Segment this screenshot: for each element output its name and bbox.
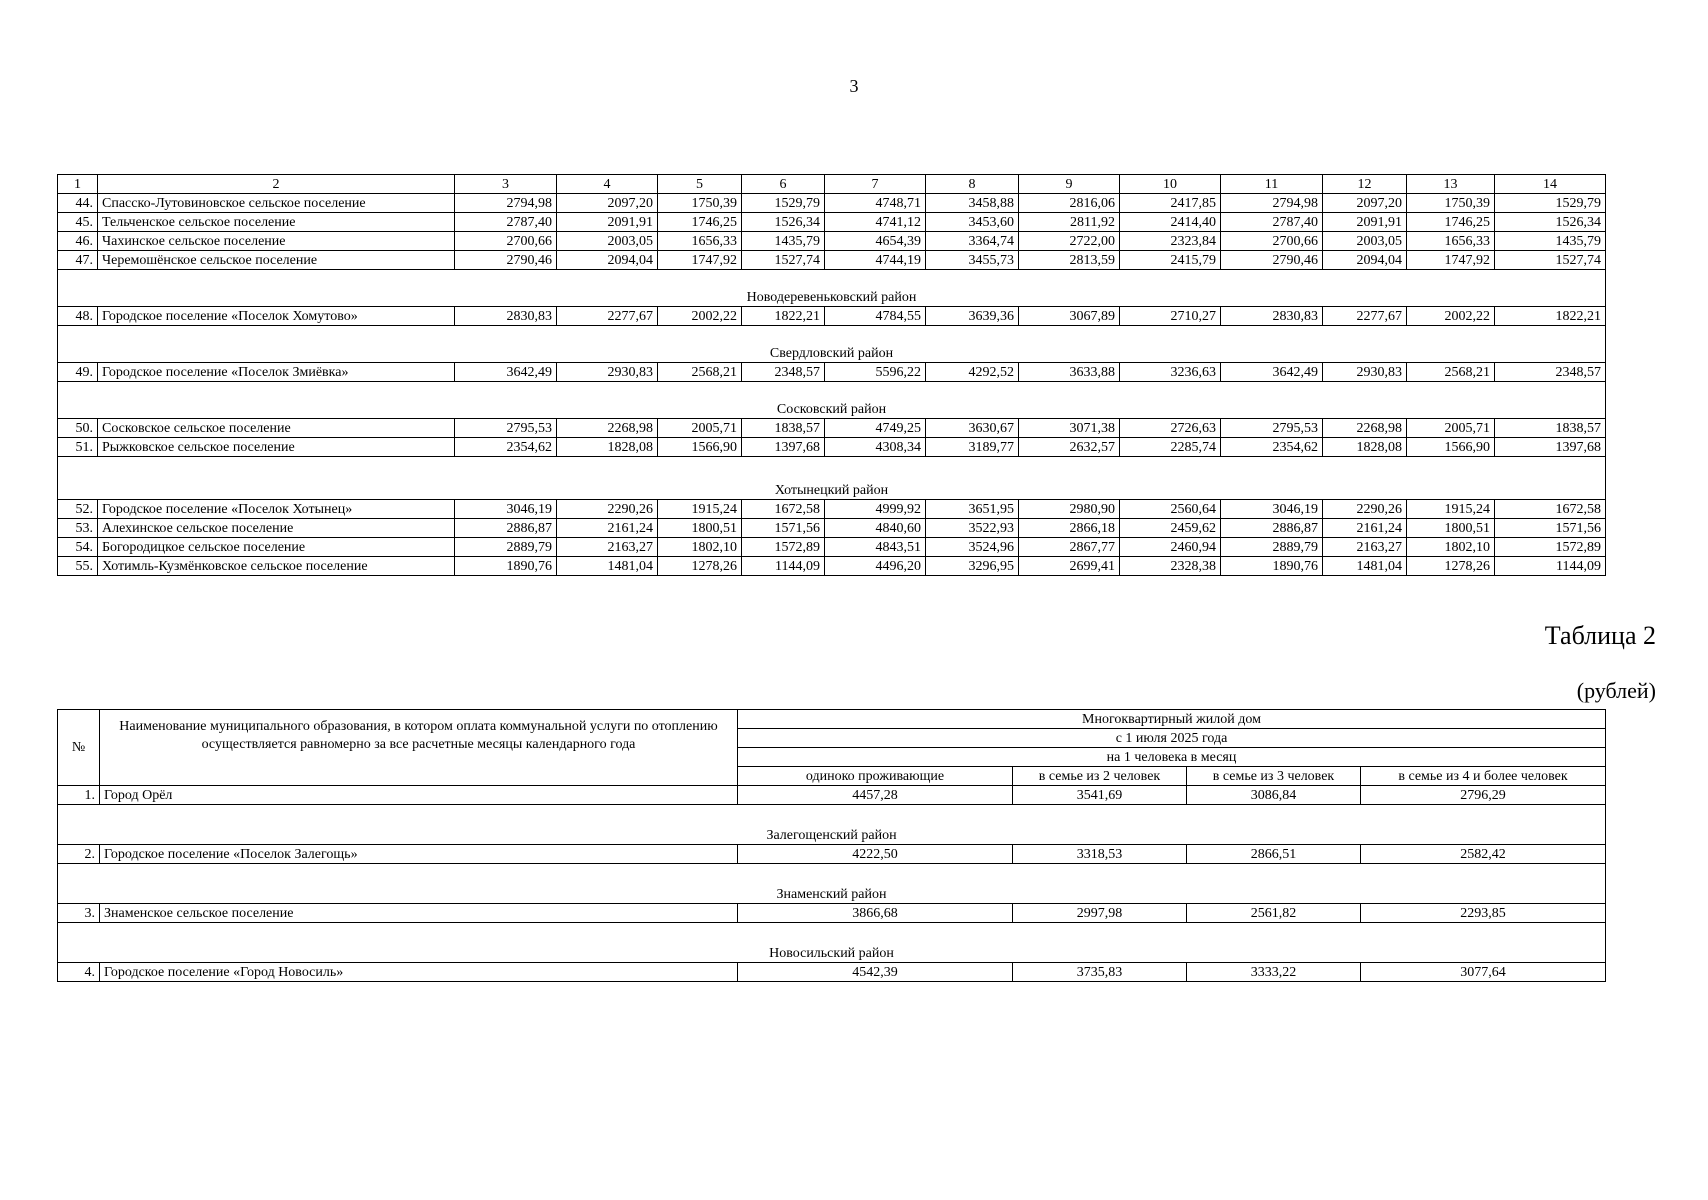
tariff-value: 3642,49 — [1221, 363, 1323, 382]
tariff-value: 2277,67 — [1323, 307, 1407, 326]
municipality-name: Тельченское сельское поселение — [98, 213, 455, 232]
region-header-row — [58, 326, 1606, 363]
tariff-value: 2568,21 — [658, 363, 742, 382]
row-number: 48. — [58, 307, 98, 326]
tariff-value: 2560,64 — [1120, 500, 1221, 519]
tariff-value: 1571,56 — [1495, 519, 1606, 538]
municipality-name: Богородицкое сельское поселение — [98, 538, 455, 557]
tariff-value: 1144,09 — [742, 557, 825, 576]
tariff-value: 1822,21 — [1495, 307, 1606, 326]
tariff-value: 4999,92 — [825, 500, 926, 519]
tariff-value: 3458,88 — [926, 194, 1019, 213]
region-name: Знаменский район — [58, 864, 1606, 904]
table-row — [58, 438, 1606, 457]
row-number: 3. — [58, 904, 100, 923]
tariff-value: 1527,74 — [742, 251, 825, 270]
tariff-value: 4542,39 — [738, 963, 1013, 982]
page-number: 3 — [849, 76, 859, 96]
tariff-value: 4748,71 — [825, 194, 926, 213]
tariff-value: 1890,76 — [455, 557, 557, 576]
table-row — [58, 963, 1606, 982]
tariff-value: 2889,79 — [455, 538, 557, 557]
municipality-name: Алехинское сельское поселение — [98, 519, 455, 538]
row-number: 46. — [58, 232, 98, 251]
tariff-value: 4749,25 — [825, 419, 926, 438]
tariff-value: 1397,68 — [1495, 438, 1606, 457]
tariff-value: 1278,26 — [658, 557, 742, 576]
region-name: Свердловский район — [58, 326, 1606, 363]
tariff-value: 3642,49 — [455, 363, 557, 382]
column-number: 3 — [455, 175, 557, 194]
tariff-value: 3071,38 — [1019, 419, 1120, 438]
tariff-value: 4292,52 — [926, 363, 1019, 382]
tariff-value: 2268,98 — [1323, 419, 1407, 438]
tariff-value: 2460,94 — [1120, 538, 1221, 557]
row-number: 52. — [58, 500, 98, 519]
tariff-value: 1481,04 — [1323, 557, 1407, 576]
tariff-value: 3318,53 — [1013, 845, 1187, 864]
tariff-value: 3651,95 — [926, 500, 1019, 519]
region-name: Новодеревеньковский район — [58, 270, 1606, 307]
header-number: № — [58, 710, 100, 786]
tariff-table-2 — [57, 709, 1606, 982]
region-header-row — [58, 923, 1606, 963]
tariff-value: 1838,57 — [742, 419, 825, 438]
municipality-name: Городское поселение «Поселок Хомутово» — [98, 307, 455, 326]
tariff-value: 2790,46 — [455, 251, 557, 270]
tariff-value: 1566,90 — [1407, 438, 1495, 457]
tariff-value: 3453,60 — [926, 213, 1019, 232]
tariff-value: 1802,10 — [1407, 538, 1495, 557]
tariff-value: 3333,22 — [1187, 963, 1361, 982]
region-header-row — [58, 270, 1606, 307]
tariff-value: 2886,87 — [1221, 519, 1323, 538]
tariff-value: 2997,98 — [1013, 904, 1187, 923]
tariff-value: 1890,76 — [1221, 557, 1323, 576]
tariff-value: 2003,05 — [557, 232, 658, 251]
tariff-value: 2003,05 — [1323, 232, 1407, 251]
tariff-value: 1747,92 — [1407, 251, 1495, 270]
tariff-value: 2726,63 — [1120, 419, 1221, 438]
row-number: 51. — [58, 438, 98, 457]
tariff-value: 1838,57 — [1495, 419, 1606, 438]
tariff-value: 1656,33 — [1407, 232, 1495, 251]
row-number: 4. — [58, 963, 100, 982]
tariff-value: 2005,71 — [658, 419, 742, 438]
region-name: Сосковский район — [58, 382, 1606, 419]
tariff-value: 2813,59 — [1019, 251, 1120, 270]
tariff-value: 2354,62 — [455, 438, 557, 457]
tariff-value: 2415,79 — [1120, 251, 1221, 270]
tariff-value: 3541,69 — [1013, 786, 1187, 805]
municipality-name: Сосковское сельское поселение — [98, 419, 455, 438]
header-col-family-4: в семье из 4 и более человек — [1361, 767, 1606, 786]
tariff-value: 2930,83 — [557, 363, 658, 382]
tariff-value: 1672,58 — [742, 500, 825, 519]
municipality-name: Городское поселение «Поселок Хотынец» — [98, 500, 455, 519]
tariff-value: 3630,67 — [926, 419, 1019, 438]
tariff-value: 2328,38 — [1120, 557, 1221, 576]
municipality-name: Черемошёнское сельское поселение — [98, 251, 455, 270]
tariff-value: 3364,74 — [926, 232, 1019, 251]
column-number: 10 — [1120, 175, 1221, 194]
tariff-value: 1828,08 — [1323, 438, 1407, 457]
table-row — [58, 557, 1606, 576]
tariff-value: 1802,10 — [658, 538, 742, 557]
row-number: 53. — [58, 519, 98, 538]
row-number: 1. — [58, 786, 100, 805]
row-number: 45. — [58, 213, 98, 232]
tariff-value: 3296,95 — [926, 557, 1019, 576]
tariff-value: 1529,79 — [742, 194, 825, 213]
row-number: 55. — [58, 557, 98, 576]
header-col-family-3: в семье из 3 человек — [1187, 767, 1361, 786]
tariff-value: 3046,19 — [1221, 500, 1323, 519]
tariff-value: 4308,34 — [825, 438, 926, 457]
tariff-value: 1915,24 — [658, 500, 742, 519]
tariff-value: 1746,25 — [658, 213, 742, 232]
tariff-value: 2459,62 — [1120, 519, 1221, 538]
region-header-row — [58, 864, 1606, 904]
tariff-value: 1746,25 — [1407, 213, 1495, 232]
tariff-value: 2091,91 — [1323, 213, 1407, 232]
tariff-value: 3455,73 — [926, 251, 1019, 270]
municipality-name: Чахинское сельское поселение — [98, 232, 455, 251]
tariff-value: 2700,66 — [455, 232, 557, 251]
table-row — [58, 213, 1606, 232]
tariff-value: 2886,87 — [455, 519, 557, 538]
tariff-value: 2811,92 — [1019, 213, 1120, 232]
tariff-value: 3866,68 — [738, 904, 1013, 923]
tariff-value: 2323,84 — [1120, 232, 1221, 251]
tariff-value: 2290,26 — [1323, 500, 1407, 519]
tariff-value: 3236,63 — [1120, 363, 1221, 382]
tariff-value: 2293,85 — [1361, 904, 1606, 923]
tariff-value: 2290,26 — [557, 500, 658, 519]
tariff-value: 3046,19 — [455, 500, 557, 519]
tariff-value: 4843,51 — [825, 538, 926, 557]
table-row — [58, 519, 1606, 538]
table-row — [58, 500, 1606, 519]
tariff-value: 2348,57 — [1495, 363, 1606, 382]
column-number: 9 — [1019, 175, 1120, 194]
table-row — [58, 251, 1606, 270]
column-number-row — [58, 175, 1606, 194]
column-number: 12 — [1323, 175, 1407, 194]
column-number: 7 — [825, 175, 926, 194]
tariff-value: 2632,57 — [1019, 438, 1120, 457]
column-number: 14 — [1495, 175, 1606, 194]
tariff-value: 1526,34 — [742, 213, 825, 232]
tariff-value: 1572,89 — [742, 538, 825, 557]
table-2-caption: Таблица 2 — [1544, 621, 1656, 650]
tariff-value: 2816,06 — [1019, 194, 1120, 213]
region-name: Залегощенский район — [58, 805, 1606, 845]
row-number: 54. — [58, 538, 98, 557]
tariff-value: 1435,79 — [1495, 232, 1606, 251]
tariff-value: 3524,96 — [926, 538, 1019, 557]
row-number: 49. — [58, 363, 98, 382]
column-number: 1 — [58, 175, 98, 194]
header-period: с 1 июля 2025 года — [738, 729, 1606, 748]
tariff-value: 2094,04 — [557, 251, 658, 270]
tariff-value: 2795,53 — [455, 419, 557, 438]
tariff-value: 1144,09 — [1495, 557, 1606, 576]
tariff-value: 2561,82 — [1187, 904, 1361, 923]
tariff-value: 2700,66 — [1221, 232, 1323, 251]
tariff-value: 2830,83 — [455, 307, 557, 326]
column-number: 6 — [742, 175, 825, 194]
column-number: 13 — [1407, 175, 1495, 194]
tariff-value: 1672,58 — [1495, 500, 1606, 519]
tariff-value: 2163,27 — [557, 538, 658, 557]
tariff-value: 2277,67 — [557, 307, 658, 326]
tariff-value: 4457,28 — [738, 786, 1013, 805]
tariff-value: 4741,12 — [825, 213, 926, 232]
tariff-value: 2568,21 — [1407, 363, 1495, 382]
municipality-name: Город Орёл — [100, 786, 738, 805]
table-row — [58, 845, 1606, 864]
tariff-value: 2867,77 — [1019, 538, 1120, 557]
table-row — [58, 538, 1606, 557]
tariff-table-1 — [57, 174, 1606, 576]
column-number: 5 — [658, 175, 742, 194]
tariff-value: 2348,57 — [742, 363, 825, 382]
tariff-value: 2285,74 — [1120, 438, 1221, 457]
tariff-value: 1750,39 — [1407, 194, 1495, 213]
tariff-value: 2414,40 — [1120, 213, 1221, 232]
tariff-value: 4840,60 — [825, 519, 926, 538]
tariff-value: 2582,42 — [1361, 845, 1606, 864]
tariff-value: 1566,90 — [658, 438, 742, 457]
row-number: 2. — [58, 845, 100, 864]
tariff-value: 1747,92 — [658, 251, 742, 270]
region-name: Хотынецкий район — [58, 457, 1606, 500]
tariff-value: 1822,21 — [742, 307, 825, 326]
tariff-value: 3633,88 — [1019, 363, 1120, 382]
tariff-value: 5596,22 — [825, 363, 926, 382]
tariff-value: 4744,19 — [825, 251, 926, 270]
tariff-value: 4654,39 — [825, 232, 926, 251]
municipality-name: Знаменское сельское поселение — [100, 904, 738, 923]
tariff-value: 3639,36 — [926, 307, 1019, 326]
tariff-value: 2795,53 — [1221, 419, 1323, 438]
table-row — [58, 419, 1606, 438]
table-2-unit: (рублей) — [1576, 678, 1656, 703]
tariff-value: 2830,83 — [1221, 307, 1323, 326]
municipality-name: Городское поселение «Поселок Змиёвка» — [98, 363, 455, 382]
row-number: 44. — [58, 194, 98, 213]
municipality-name: Рыжковское сельское поселение — [98, 438, 455, 457]
tariff-value: 3189,77 — [926, 438, 1019, 457]
row-number: 50. — [58, 419, 98, 438]
column-number: 2 — [98, 175, 455, 194]
tariff-value: 2354,62 — [1221, 438, 1323, 457]
tariff-value: 2866,51 — [1187, 845, 1361, 864]
tariff-value: 1750,39 — [658, 194, 742, 213]
tariff-value: 1435,79 — [742, 232, 825, 251]
tariff-value: 2794,98 — [1221, 194, 1323, 213]
tariff-value: 2787,40 — [1221, 213, 1323, 232]
tariff-value: 2710,27 — [1120, 307, 1221, 326]
table-row — [58, 363, 1606, 382]
tariff-value: 2790,46 — [1221, 251, 1323, 270]
municipality-name: Городское поселение «Поселок Залегощь» — [100, 845, 738, 864]
tariff-value: 2161,24 — [1323, 519, 1407, 538]
tariff-value: 3522,93 — [926, 519, 1019, 538]
region-header-row — [58, 457, 1606, 500]
tariff-value: 2094,04 — [1323, 251, 1407, 270]
region-name: Новосильский район — [58, 923, 1606, 963]
column-number: 4 — [557, 175, 658, 194]
tariff-value: 1915,24 — [1407, 500, 1495, 519]
tariff-value: 1656,33 — [658, 232, 742, 251]
table-row — [58, 904, 1606, 923]
tariff-value: 2002,22 — [658, 307, 742, 326]
table-row — [58, 232, 1606, 251]
tariff-value: 2097,20 — [1323, 194, 1407, 213]
municipality-name: Городское поселение «Город Новосиль» — [100, 963, 738, 982]
region-header-row — [58, 382, 1606, 419]
region-header-row — [58, 805, 1606, 845]
tariff-value: 1800,51 — [1407, 519, 1495, 538]
tariff-value: 4784,55 — [825, 307, 926, 326]
tariff-value: 2787,40 — [455, 213, 557, 232]
column-number: 8 — [926, 175, 1019, 194]
tariff-value: 3077,64 — [1361, 963, 1606, 982]
tariff-value: 1800,51 — [658, 519, 742, 538]
row-number: 47. — [58, 251, 98, 270]
tariff-value: 2980,90 — [1019, 500, 1120, 519]
municipality-name: Хотимль-Кузмёнковское сельское поселение — [98, 557, 455, 576]
tariff-value: 2005,71 — [1407, 419, 1495, 438]
tariff-value: 2889,79 — [1221, 538, 1323, 557]
tariff-value: 3735,83 — [1013, 963, 1187, 982]
tariff-value: 1571,56 — [742, 519, 825, 538]
tariff-value: 2722,00 — [1019, 232, 1120, 251]
tariff-value: 2699,41 — [1019, 557, 1120, 576]
tariff-value: 1481,04 — [557, 557, 658, 576]
tariff-value: 2002,22 — [1407, 307, 1495, 326]
tariff-value: 1572,89 — [1495, 538, 1606, 557]
tariff-value: 1397,68 — [742, 438, 825, 457]
tariff-value: 2163,27 — [1323, 538, 1407, 557]
column-number: 11 — [1221, 175, 1323, 194]
tariff-value: 2796,29 — [1361, 786, 1606, 805]
tariff-value: 2268,98 — [557, 419, 658, 438]
header-municipality-name: Наименование муниципального образования, в котором оплата коммунальной услуги по отоплению осуществляется равномерно за все расчетные месяцы календарного года — [100, 710, 738, 786]
table-row — [58, 307, 1606, 326]
tariff-value: 1529,79 — [1495, 194, 1606, 213]
tariff-value: 1526,34 — [1495, 213, 1606, 232]
table-row — [58, 194, 1606, 213]
header-col-single: одиноко проживающие — [738, 767, 1013, 786]
tariff-value: 3067,89 — [1019, 307, 1120, 326]
tariff-value: 2161,24 — [557, 519, 658, 538]
tariff-value: 2417,85 — [1120, 194, 1221, 213]
tariff-value: 2794,98 — [455, 194, 557, 213]
tariff-value: 2930,83 — [1323, 363, 1407, 382]
header-col-family-2: в семье из 2 человек — [1013, 767, 1187, 786]
tariff-value: 1828,08 — [557, 438, 658, 457]
tariff-value: 1278,26 — [1407, 557, 1495, 576]
tariff-value: 2866,18 — [1019, 519, 1120, 538]
header-building-type: Многоквартирный жилой дом — [738, 710, 1606, 729]
tariff-value: 4496,20 — [825, 557, 926, 576]
header-per-person: на 1 человека в месяц — [738, 748, 1606, 767]
municipality-name: Спасско-Лутовиновское сельское поселение — [98, 194, 455, 213]
tariff-value: 1527,74 — [1495, 251, 1606, 270]
tariff-value: 2091,91 — [557, 213, 658, 232]
tariff-value: 4222,50 — [738, 845, 1013, 864]
tariff-value: 2097,20 — [557, 194, 658, 213]
table-row — [58, 786, 1606, 805]
tariff-value: 3086,84 — [1187, 786, 1361, 805]
